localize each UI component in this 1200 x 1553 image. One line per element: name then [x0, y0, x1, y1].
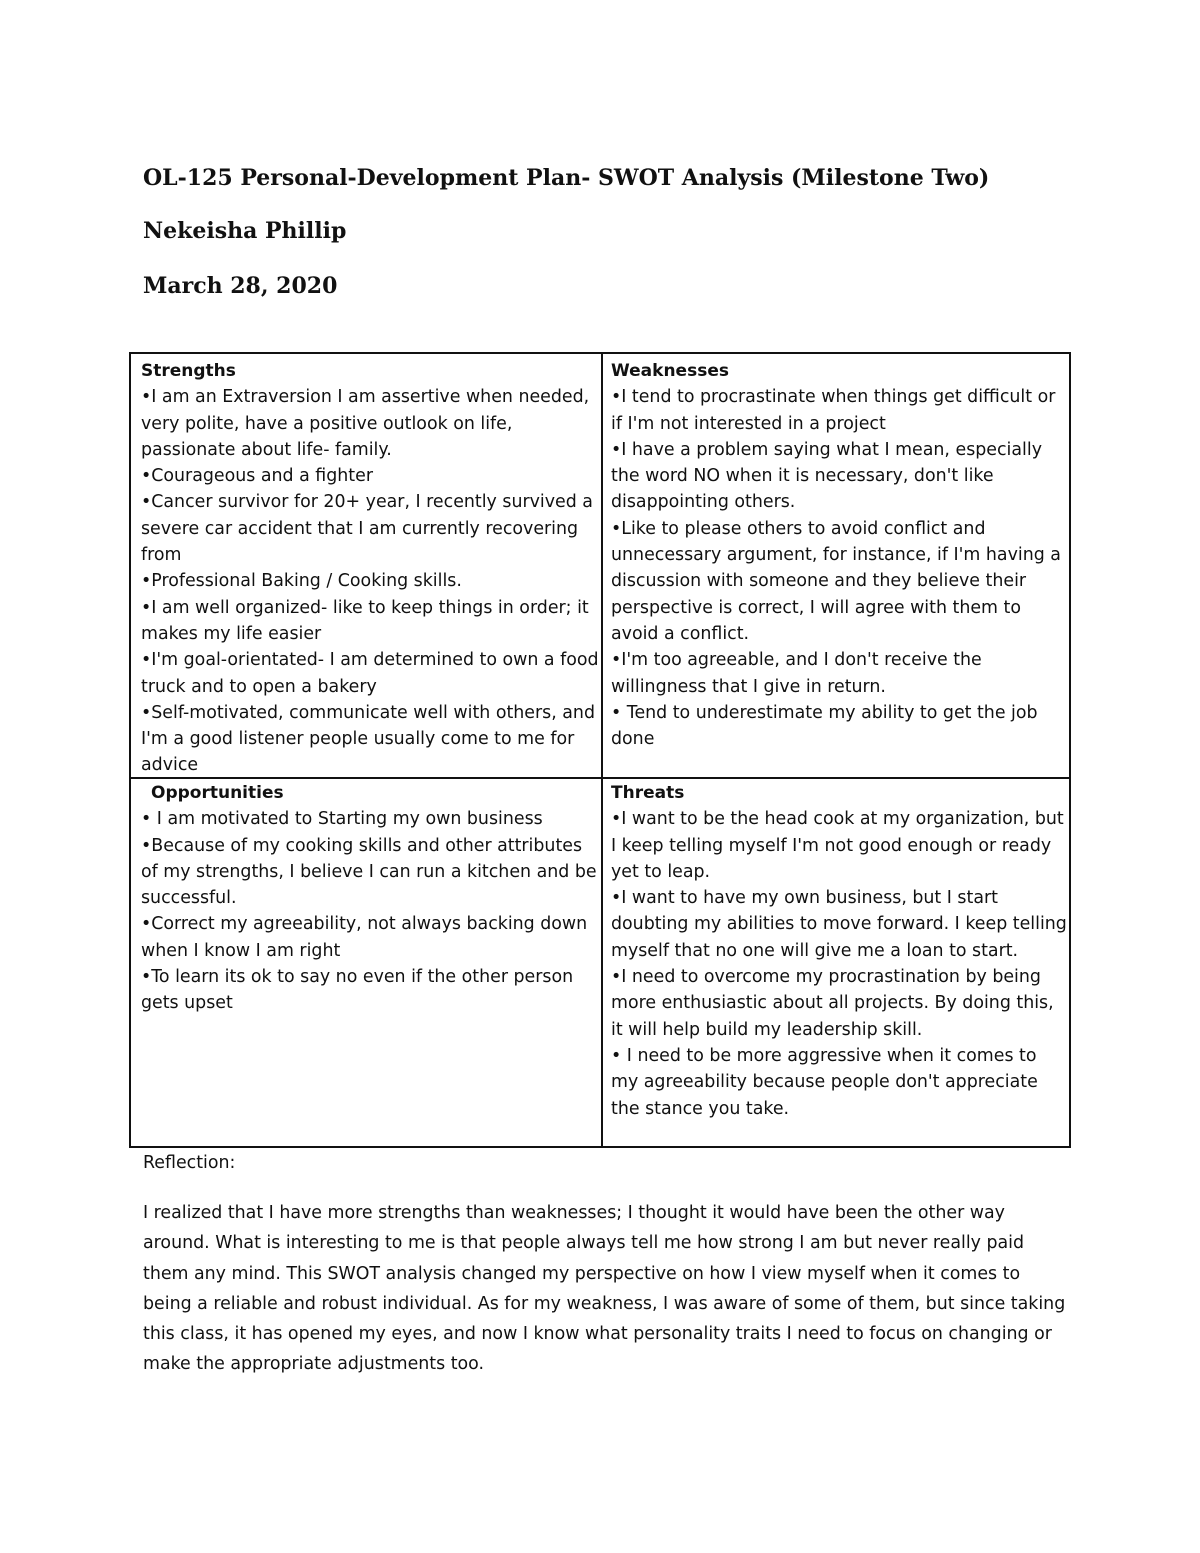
- threats-item: •I want to have my own business, but I start doubting my abilities to move forward. I keep telling myself that no one will give me a loan to start.: [611, 888, 1067, 961]
- reflection-label: Reflection:: [143, 1153, 236, 1173]
- strengths-item: •Courageous and a fighter: [141, 466, 373, 487]
- document-date: March 28, 2020: [143, 273, 338, 299]
- author-name: Nekeisha Phillip: [143, 218, 347, 244]
- table-vertical-divider: [601, 354, 603, 1146]
- strengths-cell: [141, 358, 599, 778]
- threats-item: • I need to be more aggressive when it comes to my agreeability because people don't appreciate the stance you take.: [611, 1045, 1038, 1119]
- strengths-item: •Self-motivated, communicate well with others, and I'm a good listener people usually come to me for advice: [141, 702, 595, 776]
- weaknesses-cell: [611, 358, 1069, 778]
- swot-table: [129, 352, 1071, 1148]
- strengths-item: •Professional Baking / Cooking skills.: [141, 571, 462, 592]
- reflection-paragraph: I realized that I have more strengths than weaknesses; I thought it would have been the other way around. What is interesting to me is that people always tell me how strong I am but never really paid them any mind. This SWOT analysis changed my perspective on how I view myself when it comes to being a reliable and robust individual. As for my weakness, I was aware of some of them, but since taking this class, it has opened my eyes, and now I know what personality traits I need to focus on changing or make the appropriate adjustments too.: [143, 1203, 1066, 1375]
- opportunities-item: •Correct my agreeability, not always backing down when I know I am right: [141, 914, 588, 961]
- threats-item: •I want to be the head cook at my organization, but I keep telling myself I'm not good enough or ready yet to leap.: [611, 809, 1064, 882]
- threats-cell: [611, 780, 1069, 1146]
- weaknesses-item: •I'm too agreeable, and I don't receive the willingness that I give in return.: [611, 650, 982, 697]
- weaknesses-heading: Weaknesses: [611, 361, 729, 381]
- opportunities-cell: [141, 780, 599, 1146]
- strengths-item: •Cancer survivor for 20+ year, I recently survived a severe car accident that I am currently recovering from: [141, 492, 593, 566]
- threats-heading: Threats: [611, 783, 685, 803]
- opportunities-item: • I am motivated to Starting my own business: [141, 809, 543, 830]
- weaknesses-item: • Tend to underestimate my ability to get the job done: [611, 702, 1038, 750]
- weaknesses-item: •I tend to procrastinate when things get difficult or if I'm not interested in a project: [611, 387, 1056, 434]
- weaknesses-item: •Like to please others to avoid conflict and unnecessary argument, for instance, if I'm having a discussion with someone and they believe their perspective is correct, I will agree with them to avoid a conflict.: [611, 518, 1061, 644]
- strengths-item: •I'm goal-orientated- I am determined to own a food truck and to open a bakery: [141, 650, 599, 697]
- opportunities-item: •To learn its ok to say no even if the other person gets upset: [141, 967, 574, 1014]
- strengths-heading: Strengths: [141, 361, 236, 381]
- threats-item: •I need to overcome my procrastination by being more enthusiastic about all projects. By doing this, it will help build my leadership skill.: [611, 967, 1054, 1040]
- strengths-item: •I am well organized- like to keep things in order; it makes my life easier: [141, 597, 589, 644]
- strengths-item: •I am an Extraversion I am assertive when needed, very polite, have a positive outlook on life, passionate about life- family.: [141, 387, 590, 460]
- document-title: OL-125 Personal-Development Plan- SWOT Analysis (Milestone Two): [143, 165, 990, 191]
- weaknesses-item: •I have a problem saying what I mean, especially the word NO when it is necessary, don't like disappointing others.: [611, 439, 1042, 513]
- opportunities-item: •Because of my cooking skills and other attributes of my strengths, I believe I can run a kitchen and be successful.: [141, 835, 597, 909]
- opportunities-heading: Opportunities: [151, 783, 284, 803]
